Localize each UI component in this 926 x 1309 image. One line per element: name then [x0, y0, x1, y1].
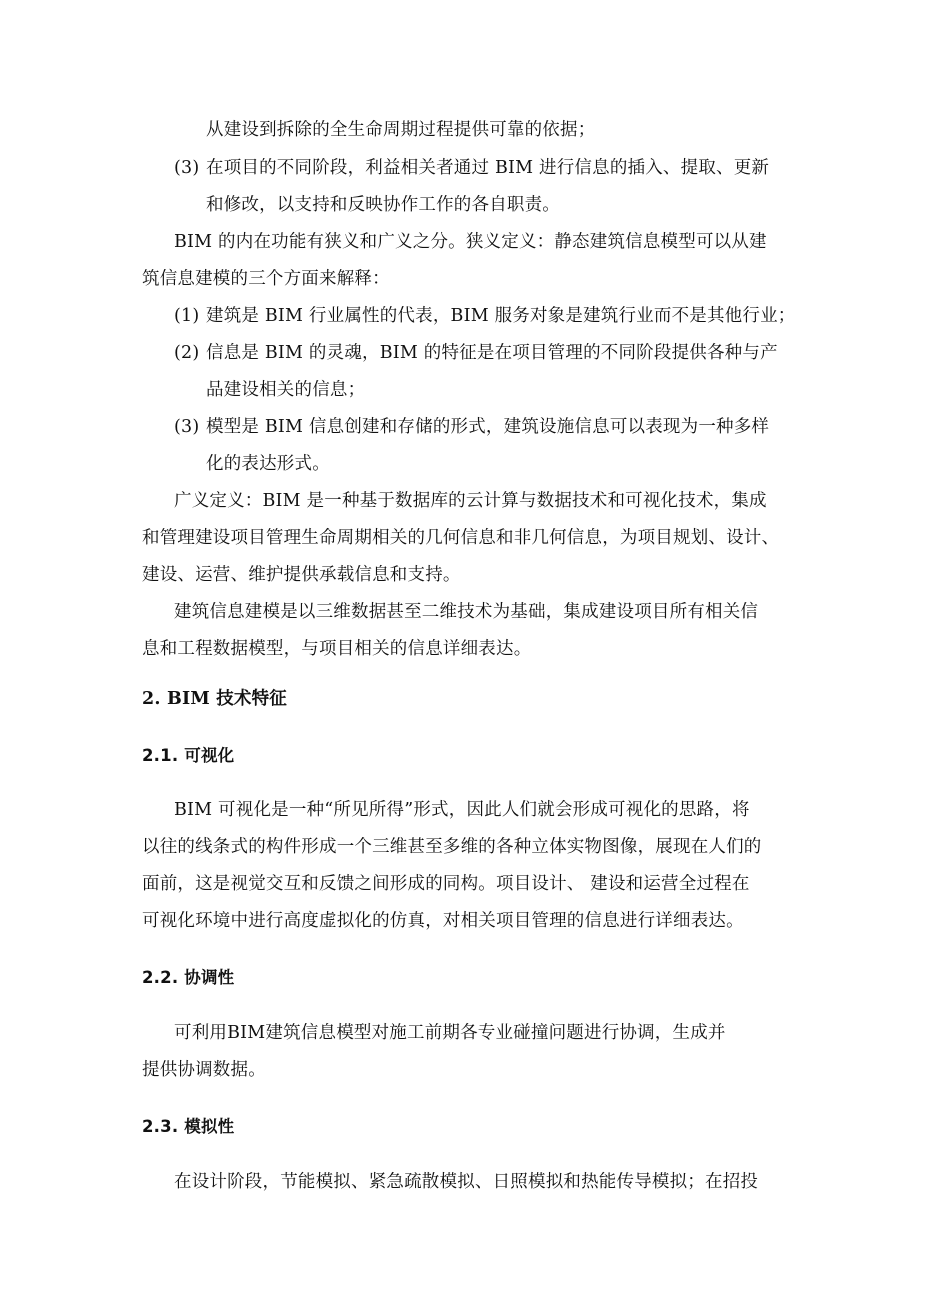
paragraph-line: 建设、运营、维护提供承载信息和支持。: [142, 565, 461, 585]
paragraph-line: BIM 可视化是一种“所见所得”形式，因此人们就会形成可视化的思路，将: [174, 800, 750, 820]
list-item-text: 建筑是 BIM 行业属性的代表，BIM 服务对象是建筑行业而不是其他行业；: [206, 306, 796, 326]
list-number: (2): [174, 343, 200, 363]
subsection-heading: 2.2. 协调性: [142, 968, 235, 987]
list-item-text: 在项目的不同阶段，利益相关者通过 BIM 进行信息的插入、提取、更新: [206, 158, 770, 178]
list-item-2: [174, 342, 778, 364]
paragraph-line: 广义定义：BIM 是一种基于数据库的云计算与数据技术和可视化技术，集成: [174, 491, 767, 511]
paragraph-line: 在设计阶段，节能模拟、紧急疏散模拟、日照模拟和热能传导模拟；在招投: [174, 1172, 759, 1192]
list-item-text: 模型是 BIM 信息创建和存储的形式，建筑设施信息可以表现为一种多样: [206, 417, 770, 437]
paragraph-line: 提供协调数据。: [142, 1060, 266, 1080]
subsection-heading: 2.3. 模拟性: [142, 1117, 235, 1136]
list-item-3: [174, 416, 769, 438]
paragraph-line: 建筑信息建模是以三维数据甚至二维技术为基础，集成建设项目所有相关信: [174, 602, 759, 622]
subsection-heading: 2.1. 可视化: [142, 746, 235, 765]
paragraph-line: 和管理建设项目管理生命周期相关的几何信息和非几何信息，为项目规划、设计、: [142, 528, 780, 548]
paragraph-line: 从建设到拆除的全生命周期过程提供可靠的依据；: [206, 120, 596, 140]
list-item-3: [174, 157, 769, 179]
paragraph-line: 面前，这是视觉交互和反馈之间形成的同构。项目设计、 建设和运营全过程在: [142, 874, 750, 894]
list-number: (1): [174, 306, 200, 326]
paragraph-line: 和修改，以支持和反映协作工作的各自职责。: [206, 195, 560, 215]
paragraph-line: 化的表达形式。: [206, 454, 330, 474]
paragraph-line: 可利用BIM建筑信息模型对施工前期各专业碰撞问题进行协调，生成并: [174, 1023, 726, 1043]
paragraph-line: 品建设相关的信息；: [206, 380, 366, 400]
section-heading: 2. BIM 技术特征: [142, 689, 288, 709]
paragraph-line: 息和工程数据模型，与项目相关的信息详细表达。: [142, 639, 532, 659]
list-item-1: [174, 305, 795, 327]
list-number: (3): [174, 158, 200, 178]
paragraph-line: 可视化环境中进行高度虚拟化的仿真，对相关项目管理的信息进行详细表达。: [142, 911, 744, 931]
paragraph-line: 以往的线条式的构件形成一个三维甚至多维的各种立体实物图像，展现在人们的: [142, 837, 762, 857]
paragraph-line: 筑信息建模的三个方面来解释：: [142, 269, 390, 289]
list-item-text: 信息是 BIM 的灵魂，BIM 的特征是在项目管理的不同阶段提供各种与产: [206, 343, 778, 363]
paragraph-line: BIM 的内在功能有狭义和广义之分。狭义定义：静态建筑信息模型可以从建: [174, 232, 767, 252]
list-number: (3): [174, 417, 200, 437]
